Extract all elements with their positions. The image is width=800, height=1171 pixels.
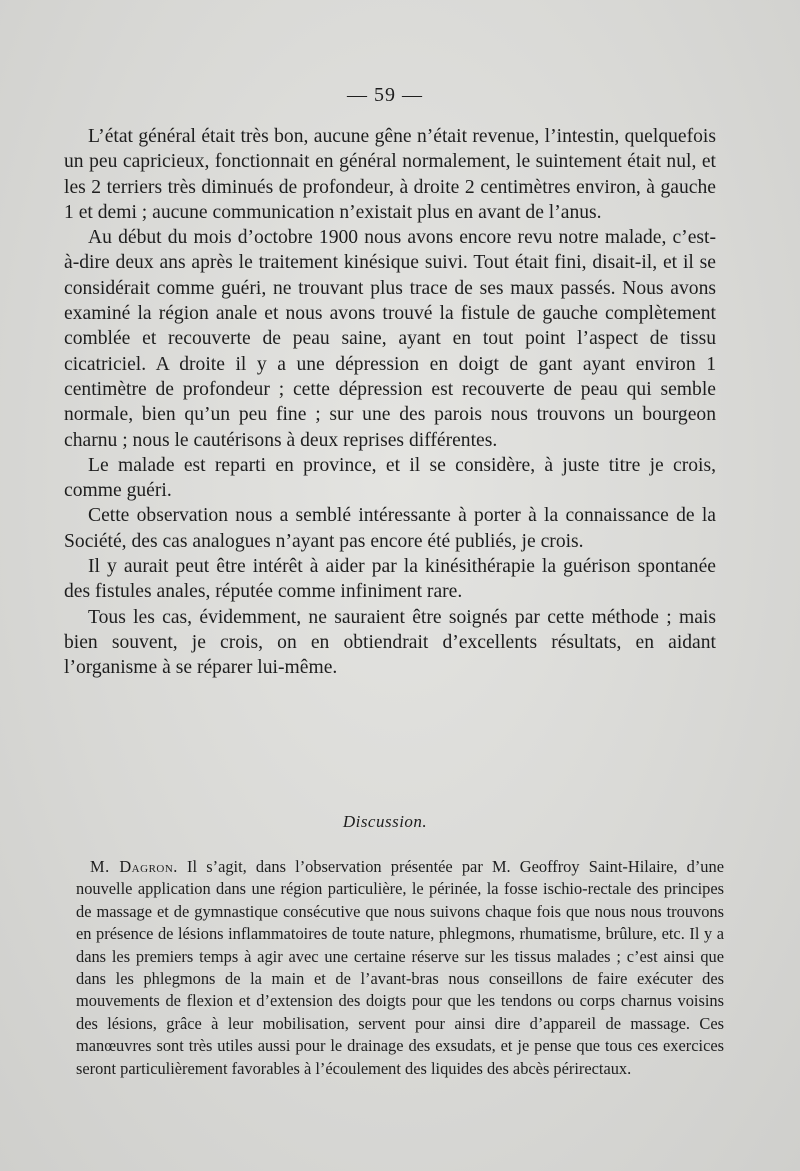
- paragraph: Tous les cas, évidemment, ne sauraient être soignés par cette méthode ; mais bien souvent, je crois, on en obtiendrait d’excellents résultats, en aidant l’organisme à se réparer lui-même.: [64, 606, 716, 679]
- page-number: — 59 —: [347, 84, 423, 106]
- speaker-name: M. Dagron.: [90, 857, 178, 876]
- paragraph: Au début du mois d’octobre 1900 nous avons encore revu notre malade, c’est-à-dire deux ans après le traitement kinésique suivi. Tout était fini, disait-il, et il se considérait comme guéri, ne trouvant plus trace de ses maux passés. Nous avons examiné la région anale et nous avons trouvé la fistule de gauche complètement comblée et recouverte de peau saine, ayant en tout point l’aspect de tissu cicatriciel. A droite il y a une dépression en doigt de gant ayant environ 1 centimètre de profondeur ; cette dépression est recouverte de peau qui semble normale, bien qu’un peu fine ; sur une des parois nous trouvons un bourgeon charnu ; nous le cautérisons à deux reprises différentes.: [64, 227, 716, 451]
- paragraph: Cette observation nous a semblé intéressante à porter à la connaissance de la Société, des cas analogues n’ayant pas encore été publiés, je crois.: [64, 505, 716, 552]
- discussion-heading: Discussion.: [342, 812, 428, 831]
- paragraph: Il y aurait peut être intérêt à aider par la kinésithérapie la guérison spontanée des fistules anales, réputée comme infiniment rare.: [64, 556, 716, 603]
- discussion-body: Il s’agit, dans l’observation présentée par M. Geoffroy Saint-Hilaire, d’une nouvelle application dans une région particulière, le périnée, la fosse ischio-rectale des principes de massage et de gymnastique consécutive que nous suivons chaque fois que nous nous trouvons en présence de lésions inflammatoires de toute nature, phlegmons, rhumatisme, brûlure, etc. Il y a dans les premiers temps à agir avec une certaine réserve sur les tissus malades ; c’est ainsi que dans les phlegmons de la main et de l’avant-bras nous conseillons de faire exécuter des mouvements de flexion et d’extension des doigts pour que les tendons ou corps charnus voisins des lésions, grâce à leur mobilisation, servent pour ainsi dire d’appareil de massage. Ces manœuvres sont très utiles aussi pour le drainage des exsudats, et je pense que tous ces exercices seront particulièrement favorables à l’écoulement des liquides des abcès périrectaux.: [76, 857, 724, 1078]
- discussion-text: [76, 856, 724, 1080]
- paragraph: Le malade est reparti en province, et il se considère, à juste titre je crois, comme guéri.: [64, 454, 716, 502]
- discussion-paragraph: [76, 856, 724, 1080]
- main-text: [64, 124, 716, 681]
- paragraph: L’état général était très bon, aucune gêne n’était revenue, l’intestin, quelquefois un peu capricieux, fonctionnait en général normalement, le suintement était nul, et les 2 terriers très diminués de profondeur, à droite 2 centimètres environ, à gauche 1 et demi ; aucune communication n’existait plus en avant de l’anus.: [64, 126, 716, 223]
